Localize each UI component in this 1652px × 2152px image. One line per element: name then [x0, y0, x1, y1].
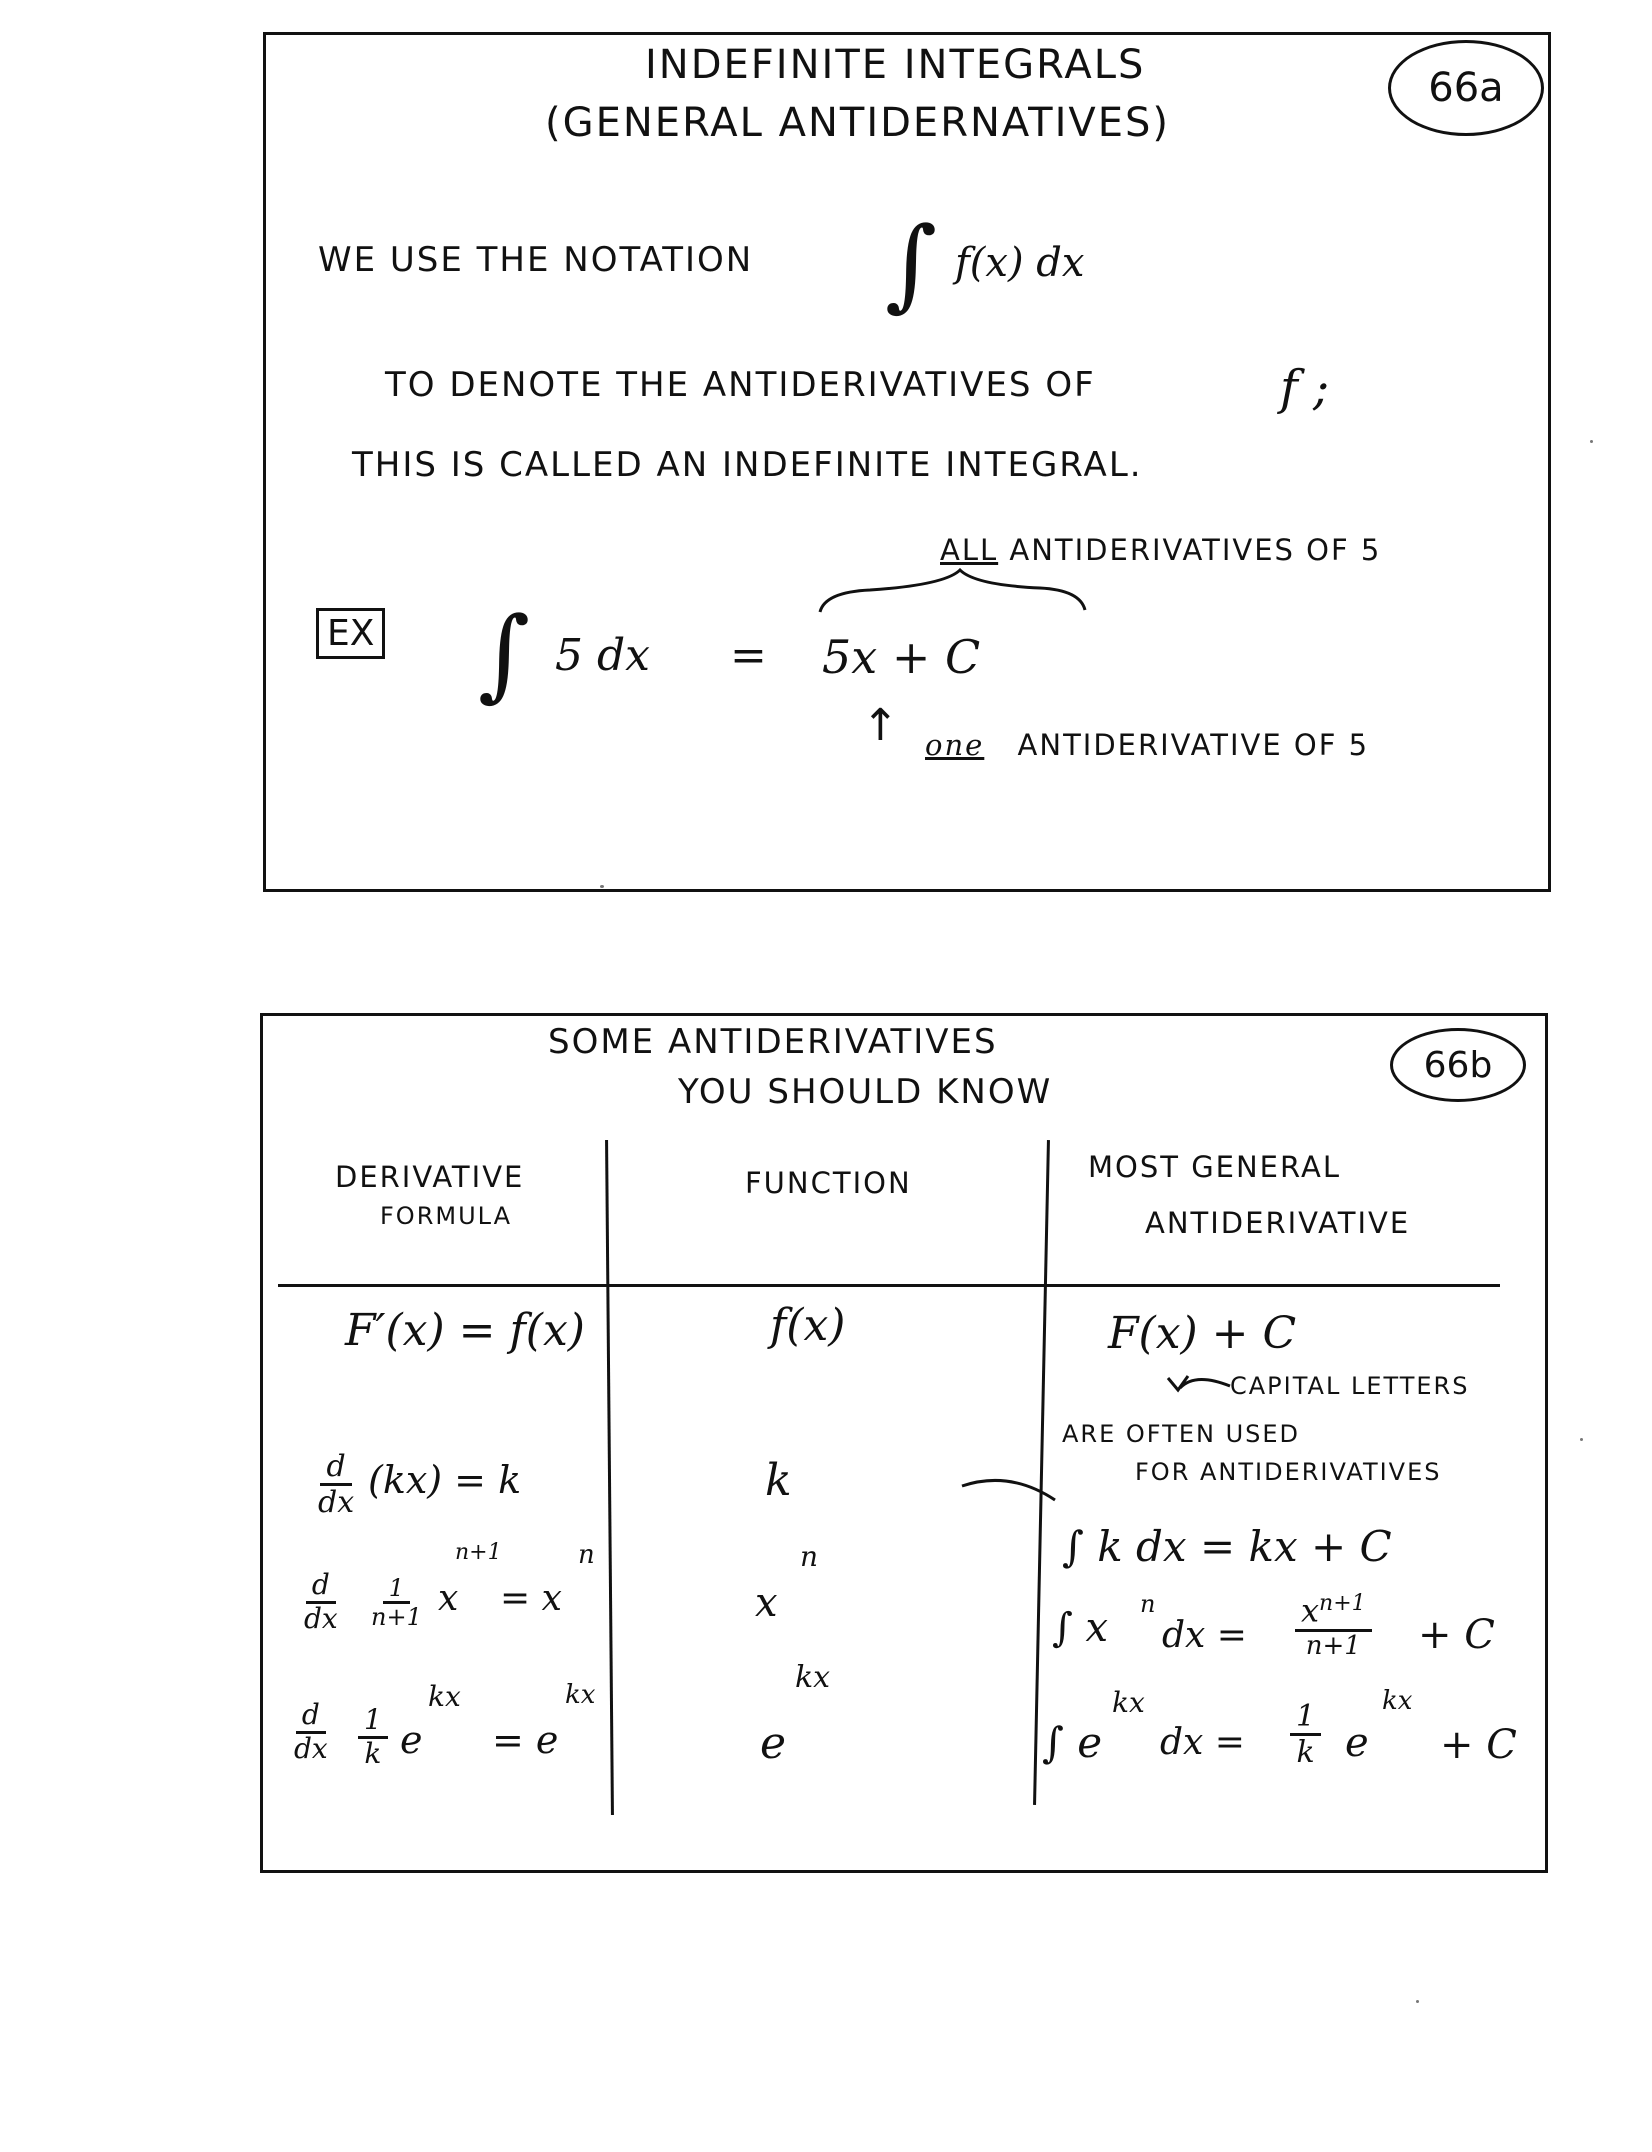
integral-sign-notation: ∫ [885, 205, 938, 322]
row-power-integral-lhs-exp: n [1140, 1590, 1156, 1618]
row-power-eq: = x [500, 1578, 562, 1619]
capital-letters-note-line3: FOR ANTIDERIVATIVES [1135, 1458, 1442, 1486]
row-power-ddx [298, 1570, 344, 1635]
col-header-function: FUNCTION [745, 1166, 912, 1200]
row-exp-integral-lhs: ∫ e [1042, 1718, 1103, 1767]
coef-numerator: 1 [358, 1705, 388, 1739]
ddx-numerator: d [306, 1570, 336, 1604]
general-antiderivative: F(x) + C [1108, 1308, 1297, 1359]
scan-speck [600, 885, 604, 888]
note-all-word: ALL [940, 533, 999, 567]
col-header-antiderivative-line2: ANTIDERIVATIVE [1145, 1206, 1411, 1240]
row-exp-exp: kx [428, 1680, 461, 1713]
row-exp-coefficient [358, 1705, 388, 1770]
card-a-title-line2: (GENERAL ANTIDERNATIVES) [545, 100, 1171, 146]
header-underline [278, 1284, 1500, 1287]
notation-intro-text: WE USE THE NOTATION [318, 240, 754, 280]
col-header-derivative-line1: DERIVATIVE [335, 1160, 525, 1194]
row-exp-result-exp: kx [1382, 1686, 1413, 1716]
ddx-numerator: d [296, 1700, 326, 1734]
ddx-denominator: dx [304, 1601, 338, 1635]
coef-denominator: k [364, 1736, 382, 1770]
example-integrand: 5 dx [555, 630, 650, 681]
note-all-rest: ANTIDERIVATIVES OF 5 [1009, 533, 1382, 567]
card-b-title-line2: YOU SHOULD KNOW [678, 1072, 1053, 1112]
row-power-function-base: x [755, 1580, 778, 1626]
example-note-all [940, 533, 1381, 567]
page-number-66b: 66b [1423, 1044, 1493, 1086]
row-power-exp: n+1 [455, 1540, 502, 1565]
row-power-integral-lhs: ∫ x [1052, 1605, 1109, 1651]
row-power-eq-exp: n [578, 1540, 595, 1570]
row-power-plus-c: + C [1418, 1612, 1495, 1658]
row-exp-eq: = e [492, 1718, 559, 1762]
example-arrow: ↑ [862, 700, 901, 751]
result-denominator: k [1296, 1735, 1315, 1770]
ddx-denominator: dx [318, 1485, 355, 1520]
row-exp-function-exp: kx [795, 1660, 831, 1695]
coef-numerator: 1 [383, 1575, 410, 1604]
result-base: x [1301, 1591, 1320, 1630]
example-equals: = [730, 630, 767, 681]
result-exp: n+1 [1319, 1591, 1366, 1616]
row-k-integral: ∫ k dx = kx + C [1062, 1522, 1392, 1571]
page-number-66a: 66a [1428, 65, 1504, 111]
row-exp-plus-c: + C [1440, 1722, 1517, 1768]
result-numerator: 1 [1290, 1700, 1321, 1736]
card-a-title-line1: INDEFINITE INTEGRALS [645, 42, 1146, 88]
card-b-title-line1: SOME ANTIDERIVATIVES [548, 1022, 998, 1062]
page-number-badge-66a [1388, 40, 1544, 136]
indefinite-integral-definition: THIS IS CALLED AN INDEFINITE INTEGRAL. [352, 445, 1143, 485]
col-header-antiderivative-line1: MOST GENERAL [1088, 1150, 1341, 1184]
row-power-base: x [438, 1578, 459, 1619]
row-power-function-exp: n [800, 1540, 819, 1573]
row-power-result-fraction [1295, 1592, 1372, 1660]
page-number-badge-66b [1390, 1028, 1526, 1102]
notation-expression: f(x) dx [955, 240, 1085, 286]
example-result: 5x + C [822, 630, 981, 684]
row-power-result-denominator: n+1 [1305, 1630, 1361, 1661]
row-exp-result-fraction [1290, 1700, 1321, 1769]
example-box-label: EX [316, 608, 385, 659]
row-power-integral-lhs-rest: dx = [1162, 1615, 1247, 1656]
row-exp-ddx [288, 1700, 334, 1765]
example-note-one [925, 728, 1369, 762]
ddx-denominator: dx [294, 1731, 328, 1765]
note-one-rest: ANTIDERIVATIVE OF 5 [1017, 728, 1370, 762]
row-k-derivative: (kx) = k [368, 1458, 522, 1502]
scan-speck [1590, 440, 1593, 443]
denote-f: f ; [1280, 360, 1330, 416]
general-function: f(x) [770, 1300, 846, 1351]
denote-text: TO DENOTE THE ANTIDERIVATIVES OF [385, 365, 1096, 405]
capital-letters-note-line1: CAPITAL LETTERS [1230, 1372, 1470, 1400]
row-k-ddx [312, 1450, 360, 1519]
row-exp-integral-lhs-rest: dx = [1160, 1722, 1245, 1763]
row-exp-integral-lhs-exp: kx [1112, 1686, 1145, 1719]
coef-denominator: n+1 [371, 1603, 422, 1632]
general-derivative-formula: F′(x) = f(x) [345, 1305, 585, 1356]
row-power-coefficient [365, 1575, 428, 1631]
scan-speck [1580, 1438, 1583, 1441]
row-power-result-numerator [1295, 1592, 1372, 1632]
col-header-derivative-line2: FORMULA [380, 1202, 512, 1230]
ddx-numerator: d [320, 1450, 351, 1486]
note-one-word: one [925, 728, 985, 762]
example-integral-sign: ∫ [478, 595, 531, 712]
row-exp-base: e [400, 1718, 423, 1762]
row-exp-function-base: e [760, 1718, 787, 1769]
row-k-function: k [765, 1455, 792, 1506]
row-exp-result-base: e [1345, 1720, 1369, 1766]
capital-letters-note-line2: ARE OFTEN USED [1062, 1420, 1301, 1448]
scan-speck [1416, 2000, 1419, 2003]
row-exp-eq-exp: kx [565, 1680, 596, 1710]
